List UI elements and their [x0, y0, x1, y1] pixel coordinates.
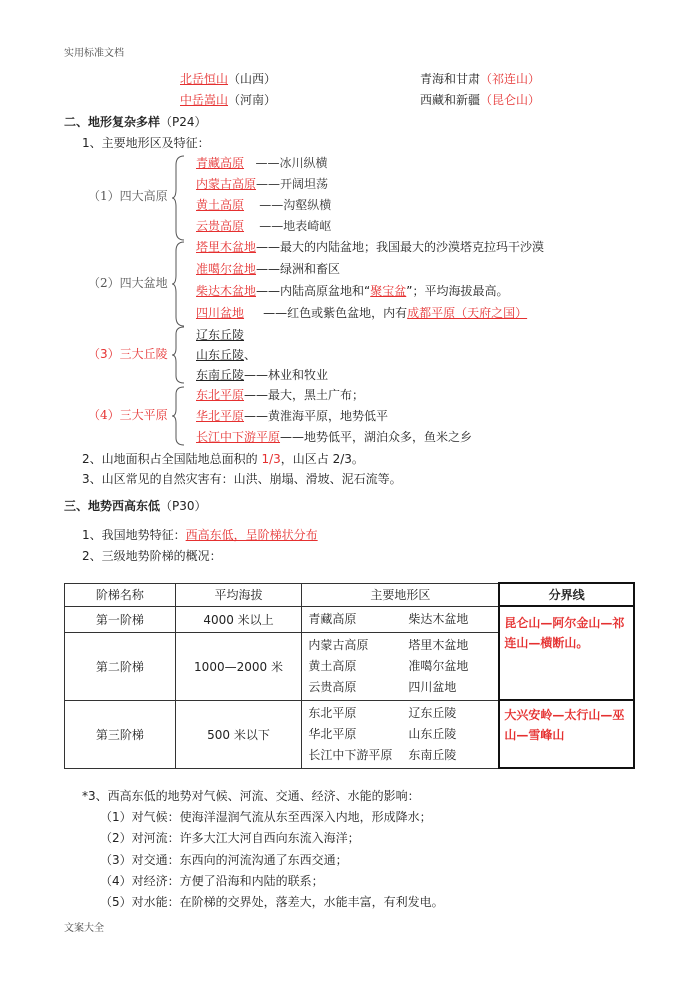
- mountain-line-2: [180, 91, 276, 109]
- group-basins: （2）四大盆地: [88, 276, 168, 290]
- sub2-text: 2、山地面积占全国陆地总面积的: [82, 452, 262, 466]
- effect-item: （2）对河流：许多大江大河自西向东流入海洋；: [100, 831, 360, 845]
- effect-item: （1）对气候：使海洋湿润气流从东至西深入内地，形成降水；: [100, 810, 432, 824]
- basin-desc: ——最大的内陆盆地；我国最大的沙漠塔克拉玛干沙漠: [256, 240, 545, 254]
- section-3-sub2: 2、三级地势阶梯的概况：: [82, 549, 222, 563]
- sub1-value: 西高东低，呈阶梯状分布: [185, 528, 318, 542]
- mountain-province: （山西）: [228, 72, 277, 86]
- step-altitude: 500 米以下: [175, 700, 302, 768]
- basin-desc: ——绿洲和畜区: [256, 262, 341, 276]
- group-hills-label: （3）三大丘陵: [88, 347, 168, 361]
- step-name: 第二阶梯: [65, 632, 176, 700]
- section-title: 二、地形复杂多样: [64, 115, 161, 129]
- basin-item: [196, 260, 340, 278]
- plain-item: [196, 386, 364, 404]
- table-header: 阶梯名称: [65, 583, 176, 606]
- basin-item: [196, 238, 544, 256]
- step-name: 第一阶梯: [65, 606, 176, 632]
- section-2-sub3: 3、山区常见的自然灾害有：山洪、崩塌、滑坡、泥石流等。: [82, 472, 402, 486]
- terrain-steps-table: [64, 582, 635, 769]
- section-page: （P24）: [160, 115, 207, 129]
- plateau-desc: ——地表崎岖: [259, 219, 332, 233]
- basin-name: 柴达木盆地: [196, 284, 257, 298]
- section-page: （P30）: [160, 499, 207, 513]
- table-header-row: [65, 583, 635, 606]
- step-name: 第三阶梯: [65, 700, 176, 768]
- region: 辽东丘陵: [408, 705, 457, 720]
- section-3-sub1: [82, 526, 318, 544]
- brace-plateaus: [172, 155, 186, 241]
- section-title: 三、地势西高东低: [64, 499, 161, 513]
- basin-item: [196, 282, 508, 300]
- boundary-text: 大兴安岭—太行山—巫山—雪峰山: [504, 708, 625, 742]
- hill-name: 辽东丘陵: [196, 328, 245, 342]
- basin-name: 四川盆地: [196, 306, 245, 320]
- group-plains: （4）三大平原: [88, 408, 168, 422]
- section-3-heading: [64, 497, 207, 515]
- region: 四川盆地: [408, 679, 457, 694]
- group-hills: [88, 345, 168, 363]
- hill-item: [196, 346, 256, 364]
- step-altitude: 4000 米以上: [175, 606, 302, 632]
- section-2-heading: [64, 113, 207, 131]
- border-line-2: [420, 91, 540, 109]
- basin-desc-tail: ”；平均海拔最高。: [406, 284, 509, 298]
- group-plateaus: （1）四大高原: [88, 189, 168, 203]
- region: 塔里木盆地: [408, 637, 469, 652]
- border-label: 西藏和新疆: [420, 93, 481, 107]
- table-header: 主要地形区: [302, 583, 500, 606]
- border-label: 青海和甘肃: [420, 72, 481, 86]
- table-row: [65, 700, 635, 768]
- region: 黄土高原: [308, 658, 357, 673]
- plateau-desc: ——开阔坦荡: [256, 177, 329, 191]
- border-line-1: [420, 70, 540, 88]
- border-mountain: （昆仑山）: [480, 93, 541, 107]
- step-altitude: 1000—2000 米: [175, 632, 302, 700]
- basin-item: [196, 304, 527, 322]
- brace-plains: [172, 386, 186, 446]
- brace-hills: [172, 326, 186, 384]
- region: 准噶尔盆地: [408, 658, 469, 673]
- plateau-name: 内蒙古高原: [196, 177, 257, 191]
- step-regions: [302, 606, 500, 632]
- plain-desc: ——地势低平，湖泊众多，鱼米之乡: [280, 430, 473, 444]
- plain-item: [196, 428, 472, 446]
- basin-name: 准噶尔盆地: [196, 262, 257, 276]
- effect-item: （4）对经济：方便了沿海和内陆的联系；: [100, 874, 324, 888]
- mountain-name: 中岳嵩山: [180, 93, 229, 107]
- plateau-item: [196, 154, 327, 172]
- hill-desc: ——林业和牧业: [244, 368, 329, 382]
- region: 柴达木盆地: [408, 611, 469, 626]
- plain-name: 华北平原: [196, 409, 245, 423]
- step-regions: [302, 632, 500, 700]
- page-header: 实用标准文档: [64, 48, 124, 59]
- basin-desc: ——内陆高原盆地和“: [256, 284, 371, 298]
- hill-item: [196, 326, 244, 344]
- plain-name: 东北平原: [196, 388, 245, 402]
- table-header: 平均海拔: [175, 583, 302, 606]
- section-3-sub3: *3、西高东低的地势对气候、河流、交通、经济、水能的影响：: [82, 789, 420, 803]
- basin-highlight: 成都平原（天府之国）: [407, 306, 528, 320]
- table-row: [65, 606, 635, 632]
- mountain-province: （河南）: [228, 93, 277, 107]
- basin-name: 塔里木盆地: [196, 240, 257, 254]
- plateau-item: [196, 175, 328, 193]
- region: 内蒙古高原: [308, 637, 369, 652]
- plain-name: 长江中下游平原: [196, 430, 281, 444]
- sub2-tail: ，山区占 2/3。: [280, 452, 364, 466]
- plateau-name: 云贵高原: [196, 219, 245, 233]
- region: 东南丘陵: [408, 747, 457, 762]
- border-mountain: （祁连山）: [480, 72, 541, 86]
- section-2-sub2: [82, 450, 364, 468]
- hill-item: [196, 366, 328, 384]
- plain-desc: ——黄淮海平原，地势低平: [244, 409, 389, 423]
- boundary-text: 昆仑山—阿尔金山—祁连山—横断山。: [504, 616, 625, 650]
- hill-desc: 、: [244, 348, 257, 362]
- hill-name: 东南丘陵: [196, 368, 245, 382]
- hill-name: 山东丘陵: [196, 348, 245, 362]
- plateau-name: 黄土高原: [196, 198, 245, 212]
- effect-item: （3）对交通：东西向的河流沟通了东西交通；: [100, 853, 348, 867]
- plateau-item: [196, 217, 331, 235]
- region: 东北平原: [308, 705, 357, 720]
- sub2-fraction: 1/3: [261, 452, 281, 466]
- section-2-sub1: 1、主要地形区及特征：: [82, 136, 210, 150]
- basin-desc: ——红色或紫色盆地，内有: [263, 306, 408, 320]
- plateau-desc: ——沟壑纵横: [259, 198, 332, 212]
- region: 山东丘陵: [408, 726, 457, 741]
- step-regions: [302, 700, 500, 768]
- mountain-line-1: [180, 70, 276, 88]
- page-footer: 文案大全: [64, 923, 104, 934]
- sub1-label: 1、我国地势特征：: [82, 528, 186, 542]
- basin-highlight: 聚宝盆: [370, 284, 407, 298]
- region: 云贵高原: [308, 679, 357, 694]
- mountain-name: 北岳恒山: [180, 72, 229, 86]
- boundary-1: [499, 606, 634, 700]
- region: 长江中下游平原: [308, 747, 393, 762]
- brace-basins: [172, 241, 186, 327]
- region: 华北平原: [308, 726, 357, 741]
- effect-item: （5）对水能：在阶梯的交界处，落差大，水能丰富，有利发电。: [100, 895, 444, 909]
- region: 青藏高原: [308, 611, 357, 626]
- boundary-2: [499, 700, 634, 768]
- table-header: 分界线: [499, 583, 634, 606]
- plateau-name: 青藏高原: [196, 156, 245, 170]
- plain-desc: ——最大，黑土广布；: [244, 388, 365, 402]
- plain-item: [196, 407, 388, 425]
- plateau-item: [196, 196, 331, 214]
- plateau-desc: ——冰川纵横: [255, 156, 328, 170]
